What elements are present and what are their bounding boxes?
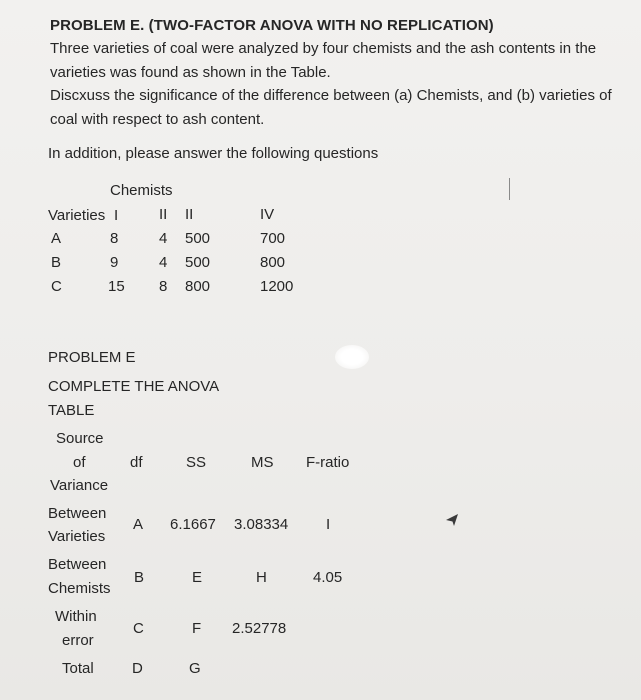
cell-b-3: 500 [185, 254, 211, 271]
anova-instruction-1: COMPLETE THE ANOVA [48, 378, 220, 395]
source-chemists-1: Between [48, 556, 107, 573]
f-varieties: I [326, 516, 331, 533]
cell-a-3: 500 [185, 230, 211, 247]
source-header-1: Source [56, 430, 104, 447]
df-error: C [133, 620, 144, 637]
row-label-a: A [51, 230, 62, 247]
varieties-header: Varieties [48, 207, 106, 224]
anova-heading: PROBLEM E [48, 349, 136, 366]
source-chemists-2: Chemists [48, 580, 111, 597]
chemists-header: Chemists [110, 182, 173, 199]
cell-c-4: 1200 [260, 278, 294, 295]
ms-header: MS [251, 454, 274, 471]
cell-b-2: 4 [159, 254, 168, 271]
cell-b-4: 800 [260, 254, 286, 271]
df-total: D [132, 660, 143, 677]
source-header-2: of [73, 454, 86, 471]
ss-varieties: 6.1667 [170, 516, 216, 533]
ms-chemists: H [256, 569, 267, 586]
f-chemists: 4.05 [313, 569, 343, 586]
ss-chemists: E [192, 569, 203, 586]
cell-a-2: 4 [159, 230, 168, 247]
column-header-ii-b: II [185, 206, 194, 223]
problem-line-3: Discxuss the significance of the difference between (a) Chemists, and (b) varieties of [50, 87, 612, 104]
source-error-1: Within [55, 608, 97, 625]
anova-instruction-2: TABLE [48, 402, 95, 419]
source-varieties-1: Between [48, 505, 107, 522]
source-total: Total [62, 660, 94, 677]
cell-a-4: 700 [260, 230, 286, 247]
ss-total: G [189, 660, 201, 677]
cell-c-3: 800 [185, 278, 211, 295]
cell-c-2: 8 [159, 278, 168, 295]
problem-line-1: Three varieties of coal were analyzed by four chemists and the ash contents in the [50, 40, 597, 57]
ms-error: 2.52778 [232, 620, 287, 637]
mouse-pointer-icon [444, 512, 460, 528]
problem-title: PROBLEM E. (TWO-FACTOR ANOVA WITH NO REPLICATION) [50, 17, 494, 34]
source-error-2: error [62, 632, 94, 649]
cell-a-1: 8 [110, 230, 119, 247]
cell-b-1: 9 [110, 254, 119, 271]
light-glare [335, 345, 369, 369]
row-label-b: B [51, 254, 62, 271]
df-varieties: A [133, 516, 144, 533]
ms-varieties: 3.08334 [234, 516, 289, 533]
addition-note: In addition, please answer the following questions [48, 145, 379, 162]
column-header-iv: IV [260, 206, 275, 223]
ss-error: F [192, 620, 202, 637]
ss-header: SS [186, 454, 207, 471]
text-cursor [509, 178, 510, 200]
f-ratio-header: F-ratio [306, 454, 350, 471]
problem-line-4: coal with respect to ash content. [50, 111, 265, 128]
column-header-i: I [114, 207, 119, 224]
source-varieties-2: Varieties [48, 528, 106, 545]
column-header-ii-a: II [159, 206, 168, 223]
cell-c-1: 15 [108, 278, 125, 295]
df-header: df [130, 454, 143, 471]
df-chemists: B [134, 569, 145, 586]
problem-line-2: varieties was found as shown in the Table. [50, 64, 331, 81]
row-label-c: C [51, 278, 62, 295]
source-header-3: Variance [50, 477, 109, 494]
